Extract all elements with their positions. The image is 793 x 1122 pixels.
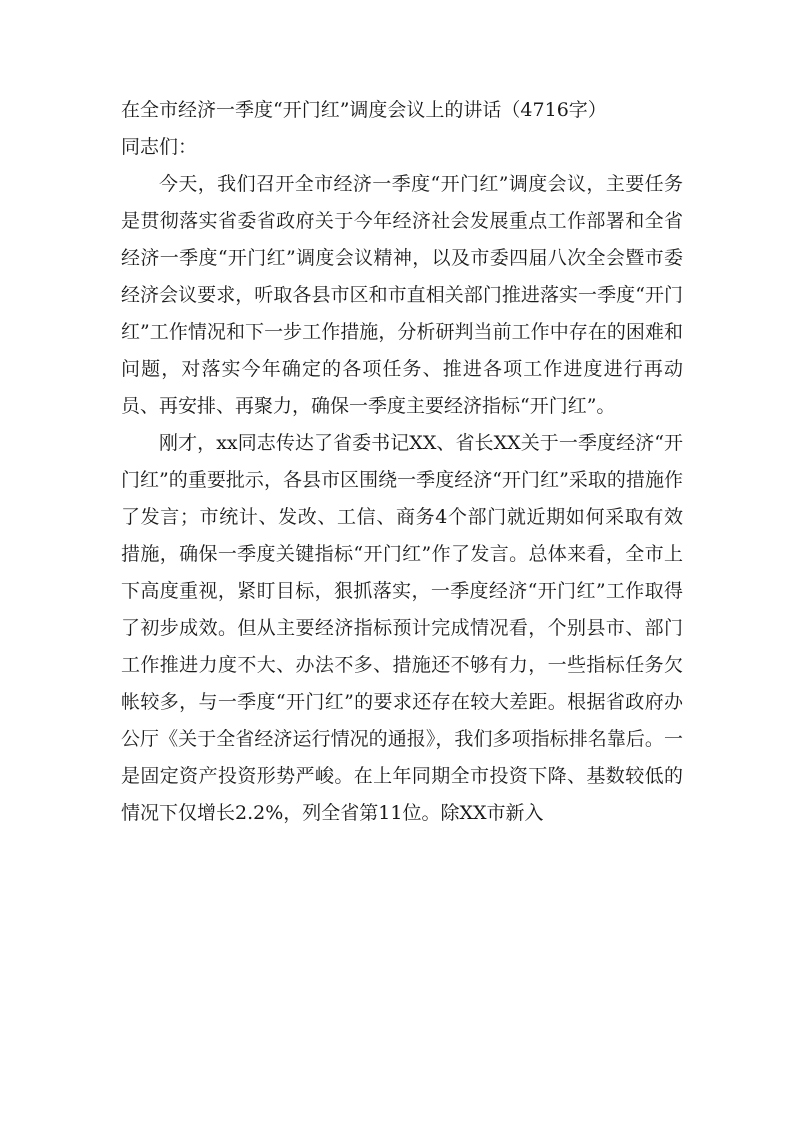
paragraph-intro: 今天，我们召开全市经济一季度“开门红”调度会议，主要任务是贯彻落实省委省政府关于今年经济社会发展重点工作部署和全省经济一季度“开门红”调度会议精神，以及市委四届八次全会暨市委经济会议要求，听取各县市区和市直相关部门推进落实一季度“开门红”工作情况和下一步工作措施，分析研判当前工作中存在的困难和问题，对落实今年确定的各项任务、推进各项工作进度进行再动员、再安排、再聚力，确保一季度主要经济指标“开门红”。 — [121, 173, 683, 417]
paragraph-assessment: 刚才，xx同志传达了省委书记XX、省长XX关于一季度经济“开门红”的重要批示，各县市区围绕一季度经济“开门红”采取的措施作了发言；市统计、发改、工信、商务4个部门就近期如何采取有效措施，确保一季度关键指标“开门红”作了发言。总体来看，全市上下高度重视，紧盯目标，狠抓落实，一季度经济“开门红”工作取得了初步成效。但从主要经济指标预计完成情况看，个别县市、部门工作推进力度不大、办法不多、措施还不够有力，一些指标任务欠帐较多，与一季度“开门红”的要求还存在较大差距。根据省政府办公厅《关于全省经济运行情况的通报》，我们多项指标排名靠后。一是固定资产投资形势严峻。在上年同期全市投资下降、基数较低的情况下仅增长2.2%，列全省第11位。除XX市新入 — [121, 432, 683, 824]
document-title: 在全市经济一季度“开门红”调度会议上的讲话（4716字） — [121, 99, 607, 121]
document-body — [121, 92, 683, 832]
salutation: 同志们： — [121, 136, 198, 158]
